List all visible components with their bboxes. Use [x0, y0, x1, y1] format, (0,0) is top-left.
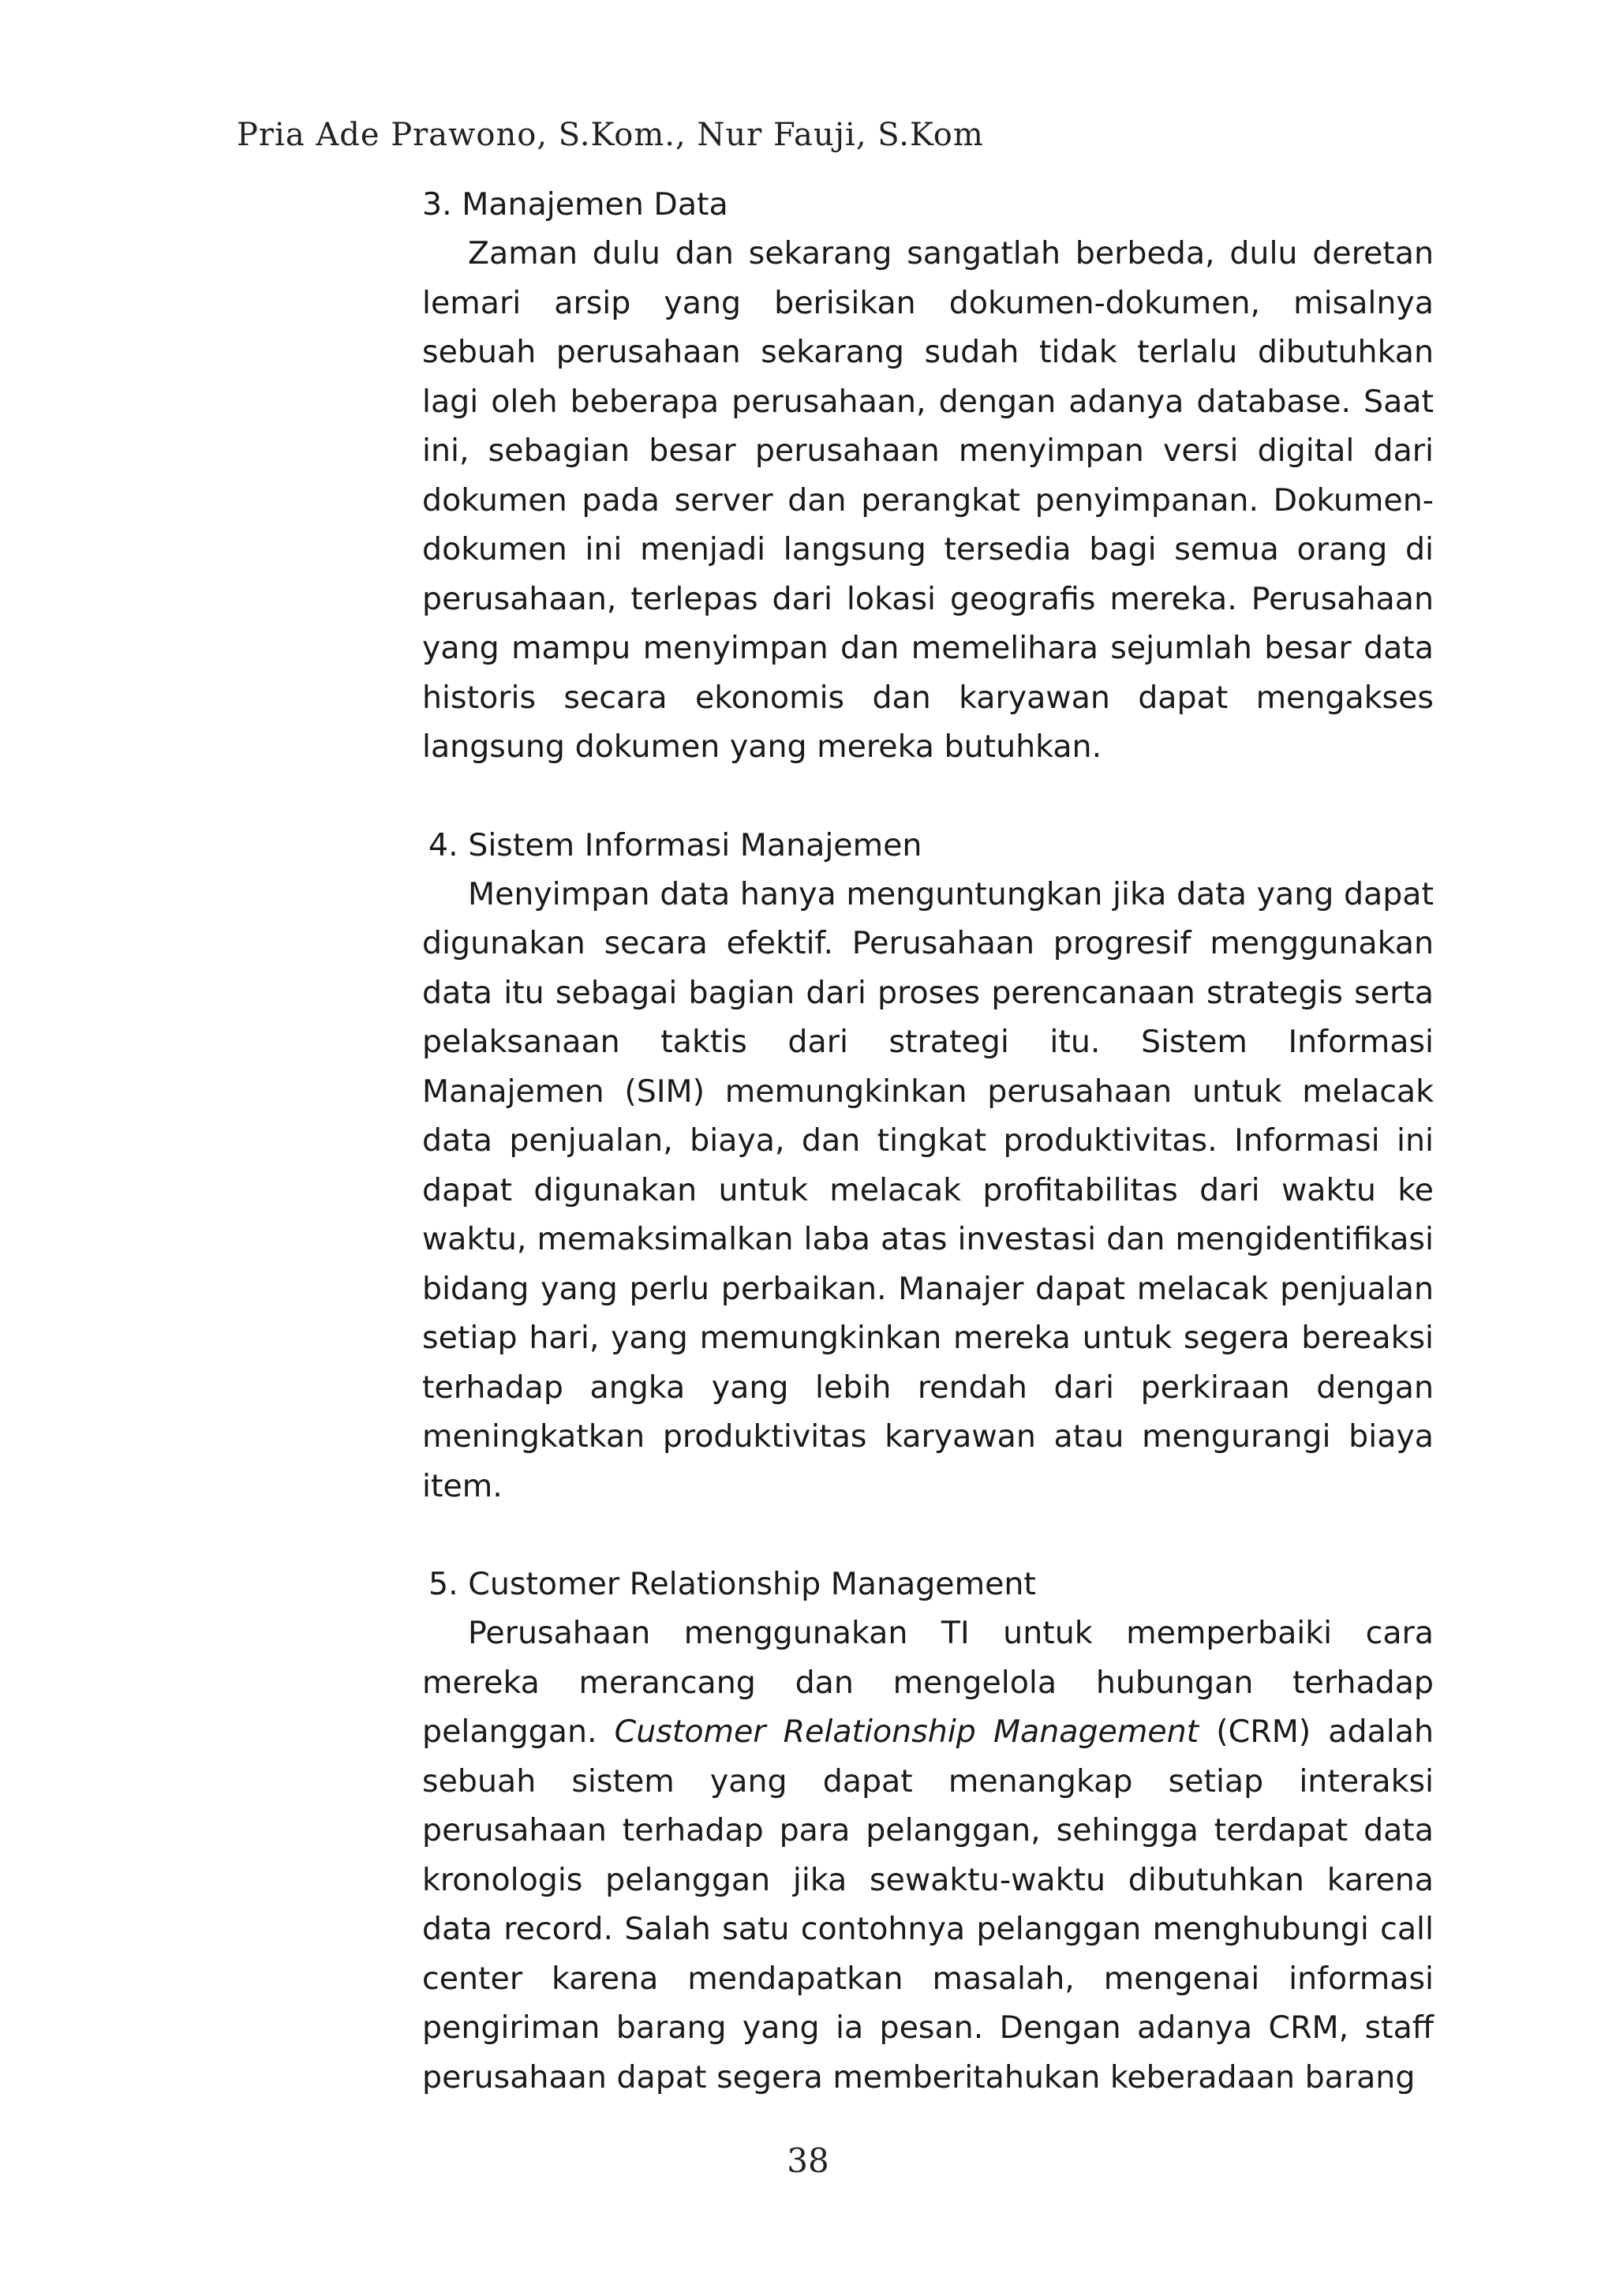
section-customer-relationship-management	[422, 1560, 1434, 2102]
running-header: Pria Ade Prawono, S.Kom., Nur Fauji, S.Kom	[237, 117, 984, 153]
section-heading: 5. Customer Relationship Management	[428, 1566, 1036, 1602]
section-paragraph: Menyimpan data hanya menguntungkan jika data yang dapat digunakan secara efektif. Perusahaan progresif menggunakan data itu sebagai bagian dari proses perencanaan strategis serta pelaksanaan taktis dari strategi itu. Sistem Informasi Manajemen (SIM) memungkinkan perusahaan untuk melacak data penjualan, biaya, dan tingkat produktivitas. Informasi ini dapat digunakan untuk melacak profitabilitas dari waktu ke waktu, memaksimalkan laba atas investasi dan mengidentifikasi bidang yang perlu perbaikan. Manajer dapat melacak penjualan setiap hari, yang memungkinkan mereka untuk segera bereaksi terhadap angka yang lebih rendah dari perkiraan dengan meningkatkan produktivitas karyawan atau mengurangi biaya item.	[422, 875, 1434, 1504]
page-content	[422, 180, 1434, 2102]
section-paragraph: Zaman dulu dan sekarang sangatlah berbeda, dulu deretan lemari arsip yang berisikan dokumen-dokumen, misalnya sebuah perusahaan sekarang sudah tidak terlalu dibutuhkan lagi oleh beberapa perusahaan, dengan adanya database. Saat ini, sebagian besar perusahaan menyimpan versi digital dari dokumen pada server dan perangkat penyimpanan. Dokumen-dokumen ini menjadi langsung tersedia bagi semua orang di perusahaan, terlepas dari lokasi geografis mereka. Perusahaan yang mampu menyimpan dan memelihara sejumlah besar data historis secara ekonomis dan karyawan dapat mengakses langsung dokumen yang mereka butuhkan.	[422, 235, 1434, 765]
section-paragraph	[422, 1609, 1434, 2102]
paragraph-text: Perusahaan menggunakan TI untuk memperbaiki cara mereka merancang dan mengelola hubungan terhadap pelanggan.	[422, 1615, 1434, 1750]
paragraph-italic-term: Customer Relationship Management	[614, 1714, 1199, 1750]
section-manajemen-data	[422, 180, 1434, 772]
section-heading: 3. Manajemen Data	[422, 186, 728, 223]
section-sistem-informasi-manajemen	[422, 821, 1434, 1511]
section-heading: 4. Sistem Informasi Manajemen	[428, 826, 922, 863]
page-number: 38	[787, 2141, 829, 2180]
paragraph-text: (CRM) adalah sebuah sistem yang dapat menangkap setiap interaksi perusahaan terhadap para pelanggan, sehingga terdapat data kronologis pelanggan jika sewaktu-waktu dibutuhkan karena data record. Salah satu contohnya pelanggan menghubungi call center karena mendapatkan masalah, mengenai informasi pengiriman barang yang ia pesan. Dengan adanya CRM, staff perusahaan dapat segera memberitahukan keberadaan barang	[422, 1714, 1434, 2096]
